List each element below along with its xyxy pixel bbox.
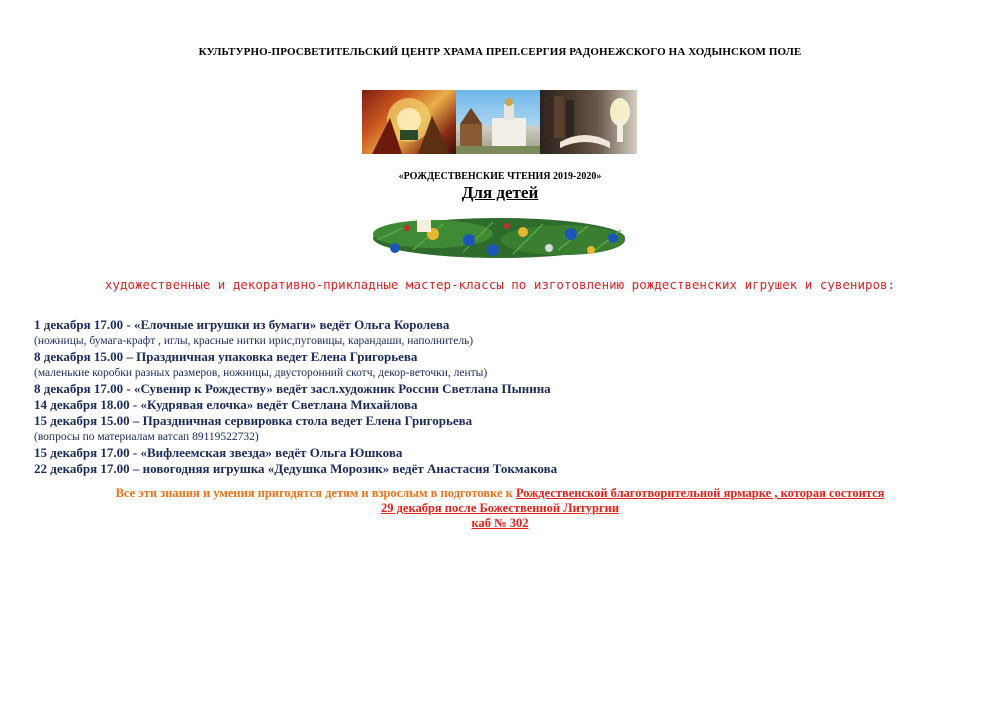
schedule-item: 22 декабря 17.00 – новогодняя игрушка «Дедушка Морозик» ведёт Анастасия Токмакова — [34, 461, 558, 476]
fair-link-text: Рождественской благотворительной ярмарке , которая состоится — [515, 486, 885, 500]
fair-announcement — [30, 486, 970, 531]
schedule-item: 1 декабря 17.00 - «Елочные игрушки из бумаги» ведёт Ольга Королева — [34, 317, 450, 332]
schedule-item: 15 декабря 17.00 - «Вифлеемская звезда» ведёт Ольга Юшкова — [34, 445, 403, 460]
books-candle-photo — [540, 90, 637, 154]
fair-room: каб № 302 — [471, 516, 529, 530]
church-photo — [456, 90, 540, 154]
nativity-icon-image — [362, 90, 456, 154]
schedule-item-note: (вопросы по материалам ватсап 89119522732) — [34, 431, 259, 443]
christmas-garland-image — [373, 210, 625, 266]
for-kids-heading: Для детей — [461, 183, 539, 202]
readings-subtitle: «РОЖДЕСТВЕНСКИЕ ЧТЕНИЯ 2019-2020» — [398, 171, 602, 182]
banner-images — [362, 90, 637, 154]
schedule-item-note: (маленькие коробки разных размеров, ножницы, двусторонний скотч, декор-веточки, ленты) — [34, 367, 488, 379]
masterclass-description: художественные и декоративно-прикладные мастер-классы по изготовлению рождественских игрушек и сувениров: — [104, 277, 896, 292]
schedule-item-note: (ножницы, бумага-крафт , иглы, красные нитки ирис,пуговицы, карандаши, наполнитель) — [34, 335, 474, 347]
schedule-item: 8 декабря 17.00 - «Сувенир к Рождеству» ведёт засл.художник России Светлана Пынина — [34, 381, 551, 396]
fair-date: 29 декабря после Божественной Литургии — [380, 501, 620, 515]
preparation-text: Все эти знания и умения пригодятся детям и взрослым в подготовке к — [115, 486, 516, 500]
schedule-list — [34, 317, 974, 477]
schedule-item: 14 декабря 18.00 - «Кудрявая елочка» ведёт Светлана Михайлова — [34, 397, 418, 412]
center-header: КУЛЬТУРНО-ПРОСВЕТИТЕЛЬСКИЙ ЦЕНТР ХРАМА ПРЕП.СЕРГИЯ РАДОНЕЖСКОГО НА ХОДЫНСКОМ ПОЛЕ — [198, 46, 802, 58]
schedule-item: 15 декабря 15.00 – Праздничная сервировка стола ведет Елена Григорьева — [34, 413, 473, 428]
fair-announcement-text — [30, 486, 970, 501]
schedule-item: 8 декабря 15.00 – Праздничная упаковка ведет Елена Григорьева — [34, 349, 418, 364]
